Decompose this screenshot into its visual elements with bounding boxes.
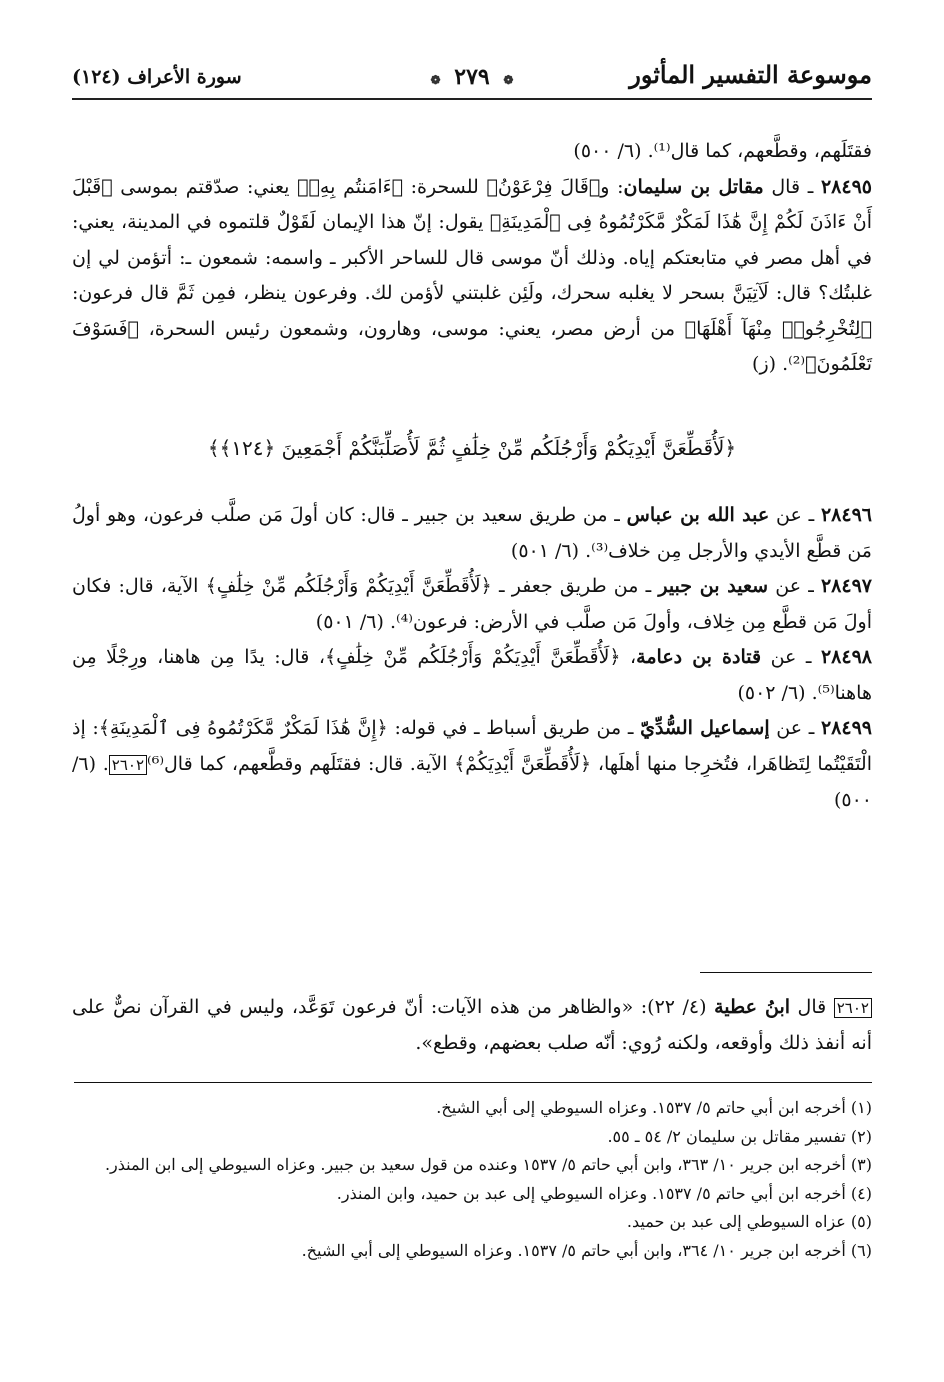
editor-comment — [72, 990, 872, 1061]
narration-tail: . (٦/ ٥٠٠) — [72, 752, 872, 811]
narration-28499 — [72, 711, 872, 819]
footnote-3: (٣) أخرجه ابن جرير ١٠/ ٣٦٣، وابن أبي حاتم ٥/ ١٥٣٧ وعنده من قول سعيد بن جبير. وعزاه السيوطي إلى ابن المنذر. — [104, 1155, 872, 1175]
paragraph-continuation: فقتَلَهم، وقطَّعهم، كما قال⁽¹⁾. (٦/ ٥٠٠) — [573, 140, 872, 162]
footnote-2: (٢) تفسير مقاتل بن سليمان ٢/ ٥٤ ـ ٥٥. — [607, 1126, 872, 1146]
narration-number: ٢٨٤٩٥ — [820, 175, 872, 198]
narrator-name: قتادة بن دعامة — [636, 646, 762, 668]
quran-verse: ﴿لَأُقَطِّعَنَّ أَيْدِيَكُمْ وَأَرْجُلَكُم مِّنْ خِلَٰفٍ ثُمَّ لَأُصَلِّبَنَّكُمْ أَجْمَعِينَ ﴿١٢٤﴾﴾ — [207, 435, 737, 460]
page-number: ٢٧٩ — [454, 64, 490, 90]
comment-text: (٤/ ٢٢): «والظاهر من هذه الآيات: أنّ فرعون تَوَعَّد، وليس في القرآن نصٌّ على أنه أنفذ ذلك وأوقعه، ولكنه رُوي: أنّه صلب بعضهم، وقطع». — [72, 996, 872, 1054]
footnote-4: (٤) أخرجه ابن أبي حاتم ٥/ ١٥٣٧. وعزاه السيوطي إلى عبد بن حميد، وابن المنذر. — [336, 1183, 872, 1203]
narrator-name: إسماعيل السُّدِّيّ — [640, 717, 770, 739]
narration-number: ٢٨٤٩٦ — [820, 504, 872, 526]
narration-intro: ـ قال — [763, 175, 821, 198]
comment-reference-box: ٢٦٠٢ — [109, 755, 147, 775]
narrator-name: عبد الله بن عباس — [626, 504, 770, 526]
page-header — [72, 58, 872, 102]
comment-divider — [700, 972, 872, 973]
comment-author: ابنُ عطية — [714, 996, 791, 1018]
narration-number: ٢٨٤٩٩ — [820, 717, 872, 739]
narration-intro: ـ عن — [769, 504, 821, 526]
footnote-5: (٥) عزاه السيوطي إلى عبد بن حميد. — [626, 1212, 872, 1232]
narration-28496 — [72, 498, 872, 569]
narration-text: ـ من طريق جعفر ـ ﴿لَأُقَطِّعَنَّ أَيْدِيَكُمْ وَأَرْجُلَكُم مِّنْ خِلَٰفٍ﴾ الآية، قال: فكان أولَ مَن قطَّع مِن خِلاف، وأولَ مَن صلَّب في الأرض: فرعون⁽⁴⁾. (٦/ ٥٠١) — [72, 575, 872, 633]
footnote-divider — [74, 1082, 872, 1083]
comment-intro: قال — [790, 996, 834, 1018]
book-title: موسوعة التفسير المأثور — [629, 60, 872, 89]
narration-number: ٢٨٤٩٨ — [820, 646, 872, 668]
comment-number-box: ٢٦٠٢ — [834, 998, 872, 1018]
narrator-name: سعيد بن جبير — [658, 575, 769, 597]
narration-intro: ـ عن — [768, 575, 821, 597]
narration-text: ـ من طريق سعيد بن جبير ـ قال: كان أولَ مَن صلَّب فرعون، وهو أولُ مَن قطَّع الأيدي والأرجل مِن خلاف⁽³⁾. (٦/ ٥٠١) — [72, 504, 872, 562]
narration-text: ـ من طريق أسباط ـ في قوله: ﴿إِنَّ هَٰذَا لَمَكْرٌ مَّكَرْتُمُوهُ فِى ٱلْمَدِينَةِ﴾: إذ الْتَقَيْتُما لِتَظاهَرا، فتُخرِجا منها أهلَها، ﴿لَأُقَطِّعَنَّ أَيْدِيَكُمْ﴾ الآية. قال: فقتَلَهم وقطَّعهم، كما قال⁽⁶⁾ — [72, 717, 872, 775]
narration-28498 — [72, 640, 872, 711]
narration-intro: ـ عن — [761, 646, 821, 668]
surah-label: سورة الأعراف (١٢٤) — [72, 66, 242, 88]
main-text — [72, 134, 872, 819]
narrator-name: مقاتل بن سليمان — [623, 175, 764, 198]
header-rule — [72, 98, 872, 100]
footnote-1: (١) أخرجه ابن أبي حاتم ٥/ ١٥٣٧. وعزاه السيوطي إلى أبي الشيخ. — [436, 1098, 872, 1117]
ornament-icon: ❁ — [430, 73, 441, 87]
ornament-icon: ❁ — [503, 73, 514, 87]
narration-intro: ـ عن — [769, 717, 821, 739]
narration-text: ، ﴿لَأُقَطِّعَنَّ أَيْدِيَكُمْ وَأَرْجُلَكُم مِّنْ خِلَٰفٍ﴾، قال: يدًا مِن هاهنا، ورِجْلًا مِن هاهنا⁽⁵⁾. (٦/ ٥٠٢) — [72, 646, 872, 704]
narration-number: ٢٨٤٩٧ — [820, 575, 872, 597]
footnote-6: (٦) أخرجه ابن جرير ١٠/ ٣٦٤، وابن أبي حاتم ٥/ ١٥٣٧. وعزاه السيوطي إلى أبي الشيخ. — [301, 1240, 872, 1260]
narration-28495 — [72, 170, 872, 383]
narration-28497 — [72, 569, 872, 640]
narration-text: : و﴿قَالَ فِرْعَوْنُ﴾ للسحرة: ﴿ءَامَنتُم بِهِۦ﴾ يعني: صدّقتم بموسى ﴿قَبْلَ أَنْ ءَاذَنَ لَكُمْ إِنَّ هَٰذَا لَمَكْرٌ مَّكَرْتُمُوهُ فِى ٱلْمَدِينَةِ﴾ يقول: إنّ هذا الإيمان لَقَوْلٌ قلتموه في المدينة، يعني: في أهل مصر في متابعتكم إياه. وذلك أنّ موسى قال للساحر الأكبر ـ واسمه: شمعون ـ: أتؤمن لي إن غلبتُك؟ قال: لَآتِيَنَّ بسحر لا يغلبه سحرك، ولَئِن غلبتني لأؤمن لك. وفرعون ينظر، فمِن ثَمَّ قال فرعون: ﴿لِتُخْرِجُوا۟ مِنْهَآ أَهْلَهَا﴾ من أرض مصر، يعني: موسى، وهارون، وشمعون رئيس السحرة، ﴿فَسَوْفَ تَعْلَمُونَ﴾⁽²⁾. (ز) — [72, 175, 872, 375]
footnotes — [72, 1094, 872, 1266]
